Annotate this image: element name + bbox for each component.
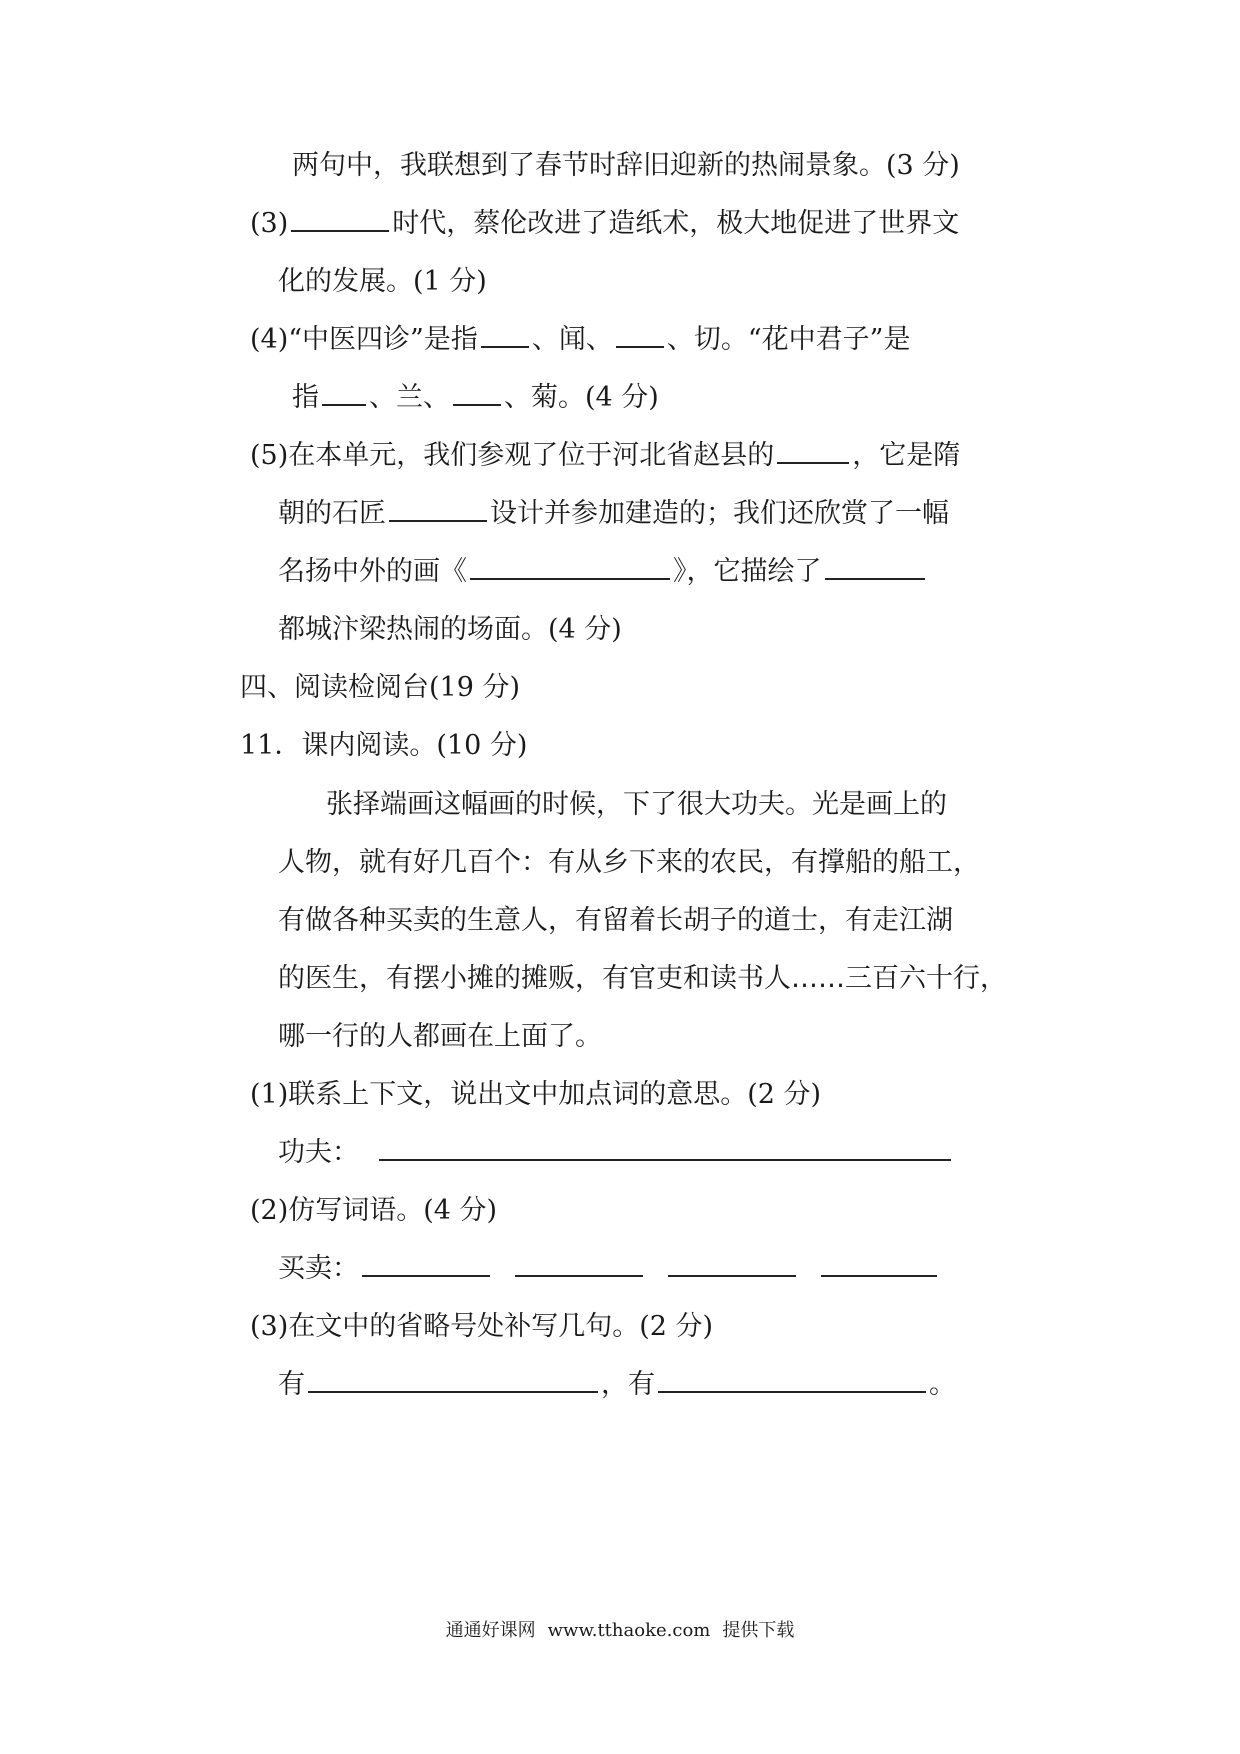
q10-sub5-text-c: 朝的石匠 xyxy=(278,498,386,529)
q11-sub1: (1)联系上下文，说出文中加点词的意思。(2 分) xyxy=(250,1079,822,1110)
q10-sub4-line1 xyxy=(250,320,910,360)
q11-sub3-blank-2[interactable] xyxy=(658,1365,926,1393)
q11-sub1-label: 功夫： xyxy=(278,1137,359,1168)
q10-sub3-number: (3) xyxy=(250,208,289,239)
q11-sub3-text-a: 有 xyxy=(278,1369,305,1400)
q10-sub3-line1 xyxy=(250,204,959,244)
q10-sub4-line2 xyxy=(292,378,659,418)
page-footer xyxy=(0,1616,1240,1642)
q10-sub4-text-d: 指 xyxy=(292,382,319,413)
q11-sub2-blank-3[interactable] xyxy=(668,1249,796,1277)
passage-line-1: 张择端画这幅画的时候，下了很大功夫。光是画上的 xyxy=(326,789,947,820)
q11-sub1-blank[interactable] xyxy=(379,1133,951,1161)
q10-line-cont: 两句中，我联想到了春节时辞旧迎新的热闹景象。(3 分) xyxy=(292,150,960,181)
q10-sub5-line4: 都城汴梁热闹的场面。(4 分) xyxy=(278,614,622,645)
q10-sub5-text-e: 名扬中外的画《 xyxy=(278,556,467,587)
q10-sub5-line1 xyxy=(250,436,960,476)
q11-sub2: (2)仿写词语。(4 分) xyxy=(250,1195,498,1226)
q10-sub5-blank-1[interactable] xyxy=(777,436,849,464)
q11-sub3-answer-line xyxy=(278,1365,956,1405)
passage-line-4: 的医生，有摆小摊的摊贩，有官吏和读书人……三百六十行， xyxy=(278,963,1007,994)
q10-sub5-line3 xyxy=(278,552,928,592)
q10-sub5-blank-2[interactable] xyxy=(389,494,487,522)
footer-site-name: 通通好课网 xyxy=(445,1620,536,1641)
q10-sub4-text-c: 、切。“花中君子”是 xyxy=(666,324,911,355)
q10-sub5-text-d: 设计并参加建造的；我们还欣赏了一幅 xyxy=(490,498,949,529)
q11-sub2-answer-line xyxy=(278,1249,940,1289)
passage-line-3: 有做各种买卖的生意人，有留着长胡子的道士，有走江湖 xyxy=(278,905,953,936)
q11-sub3-text-b: ，有 xyxy=(601,1369,655,1400)
q11-sub2-blank-1[interactable] xyxy=(362,1249,490,1277)
q10-sub5-text-a: (5)在本单元，我们参观了位于河北省赵县的 xyxy=(250,440,775,471)
section-title: 四、阅读检阅台(19 分) xyxy=(240,672,521,703)
q10-sub4-blank-2[interactable] xyxy=(616,320,664,348)
q11-heading: 11．课内阅读。(10 分) xyxy=(240,730,528,761)
q11-sub3-text-c: 。 xyxy=(929,1369,956,1400)
q11-sub2-blank-2[interactable] xyxy=(515,1249,643,1277)
q10-sub4-text-e: 、兰、 xyxy=(369,382,450,413)
q10-sub4-blank-3[interactable] xyxy=(322,378,366,406)
q10-sub5-text-f: 》，它描绘了 xyxy=(673,556,822,587)
q10-sub5-line2 xyxy=(278,494,949,534)
q10-sub5-text-b: ，它是隋 xyxy=(852,440,961,471)
q10-sub3-text: 时代，蔡伦改进了造纸术，极大地促进了世界文 xyxy=(392,208,960,239)
passage-line-5: 哪一行的人都画在上面了。 xyxy=(278,1021,602,1052)
q10-sub3-line2: 化的发展。(1 分) xyxy=(278,266,487,297)
q11-sub2-blank-4[interactable] xyxy=(821,1249,937,1277)
q11-sub1-answer-line xyxy=(278,1133,954,1173)
q10-sub4-text-a: (4)“中医四诊”是指 xyxy=(250,324,478,355)
q11-sub2-label: 买卖： xyxy=(278,1253,359,1284)
q10-sub4-blank-1[interactable] xyxy=(481,320,529,348)
q10-sub4-blank-4[interactable] xyxy=(453,378,501,406)
q10-sub5-blank-3[interactable] xyxy=(470,552,670,580)
footer-note: 提供下载 xyxy=(722,1620,795,1641)
footer-url[interactable]: www.tthaoke.com xyxy=(547,1620,711,1641)
q10-sub4-text-b: 、闻、 xyxy=(531,324,613,355)
q11-sub3: (3)在文中的省略号处补写几句。(2 分) xyxy=(250,1311,714,1342)
q10-sub4-text-f: 、菊。(4 分) xyxy=(504,382,659,413)
q11-sub3-blank-1[interactable] xyxy=(308,1365,598,1393)
passage-line-2: 人物，就有好几百个：有从乡下来的农民，有撑船的船工， xyxy=(278,847,980,878)
q10-sub3-blank[interactable] xyxy=(291,204,389,232)
q10-sub5-blank-4[interactable] xyxy=(825,552,925,580)
